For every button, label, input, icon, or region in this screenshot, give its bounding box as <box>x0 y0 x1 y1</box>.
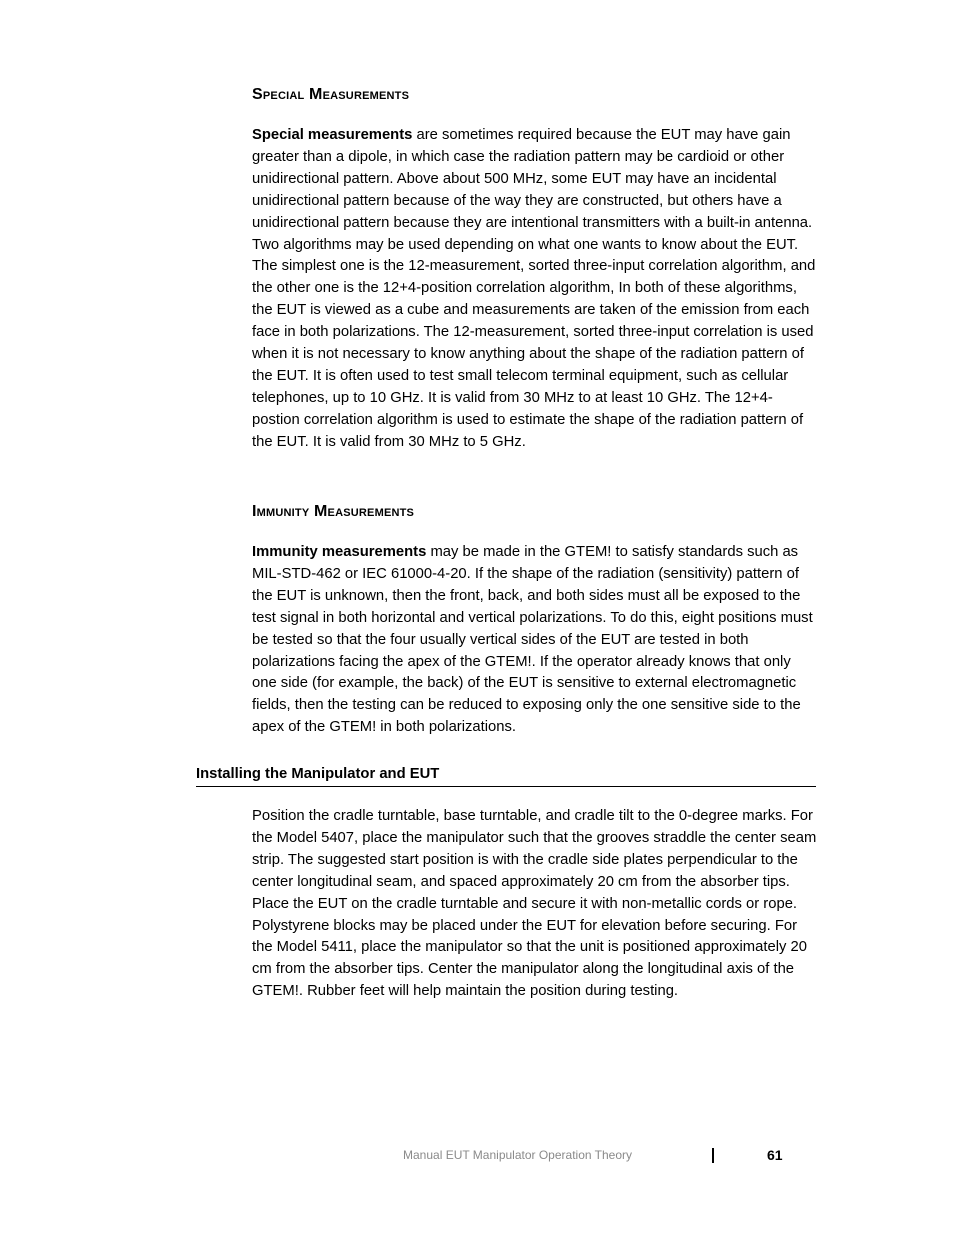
special-measurements-heading: Special Measurements <box>252 86 410 103</box>
installing-manipulator-paragraph: Position the cradle turntable, base turntable, and cradle tilt to the 0-degree marks. For the Model 5407, place the manipulator such that the grooves straddle the center seam strip. The suggested start position is with the cradle side plates perpendicular to the center longitudinal seam, and spaced approximately 20 cm from the absorber tips. Place the EUT on the cradle turntable and secure it with non-metallic cords or rope. Polystyrene blocks may be placed under the EUT for elevation before securing. For the Model 5411, place the manipulator so that the unit is positioned approximately 20 cm from the absorber tips. Center the manipulator along the longitudinal axis of the GTEM!. Rubber feet will help maintain the position during testing. <box>252 808 817 1000</box>
page-number: 61 <box>767 1147 783 1163</box>
installing-manipulator-heading: Installing the Manipulator and EUT <box>196 764 816 787</box>
footer-divider <box>712 1148 714 1163</box>
immunity-measurements-paragraph <box>252 542 818 739</box>
immunity-measurements-body: may be made in the GTEM! to satisfy standards such as MIL-STD-462 or IEC 61000-4-20. If the shape of the radiation (sensitivity) pattern of the EUT is unknown, then the front, back, and both sides must all be exposed to the test signal in both horizontal and vertical polarizations. To do this, eight positions must be tested so that the four usually vertical sides of the EUT are tested in both polarizations facing the apex of the GTEM!. If the operator already knows that only one side (for example, the back) of the EUT is sensitive to external electromagnetic fields, then the testing can be reduced to exposing only the one sensitive side to the apex of the GTEM! in both polarizations. <box>252 544 813 736</box>
special-measurements-lead: Special measurements <box>252 127 413 143</box>
special-measurements-paragraph <box>252 125 818 454</box>
immunity-measurements-lead: Immunity measurements <box>252 544 427 560</box>
immunity-measurements-heading: Immunity Measurements <box>252 503 415 520</box>
footer-manual-title: Manual EUT Manipulator Operation Theory <box>403 1148 633 1162</box>
special-measurements-body: are sometimes required because the EUT may have gain greater than a dipole, in which case the radiation pattern may be cardioid or other unidirectional pattern. Above about 500 MHz, some EUT may have an incidental unidirectional pattern because of the way they are constructed, but others have a unidirectional pattern because they are intentional transmitters with a built-in antenna. Two algorithms may be used depending on what one wants to know about the EUT. The simplest one is the 12-measurement, sorted three-input correlation algorithm, and the other one is the 12+4-position correlation algorithm, In both of these algorithms, the EUT is viewed as a cube and measurements are taken of the emission from each face in both polarizations. The 12-measurement, sorted three-input correlation is used when it is not necessary to know anything about the shape of the radiation pattern of the EUT. It is often used to test small telecom terminal equipment, such as cellular telephones, up to 10 GHz. It is valid from 30 MHz to at least 10 GHz. The 12+4-postion correlation algorithm is used to estimate the shape of the radiation pattern of the EUT. It is valid from 30 MHz to 5 GHz. <box>252 127 816 450</box>
